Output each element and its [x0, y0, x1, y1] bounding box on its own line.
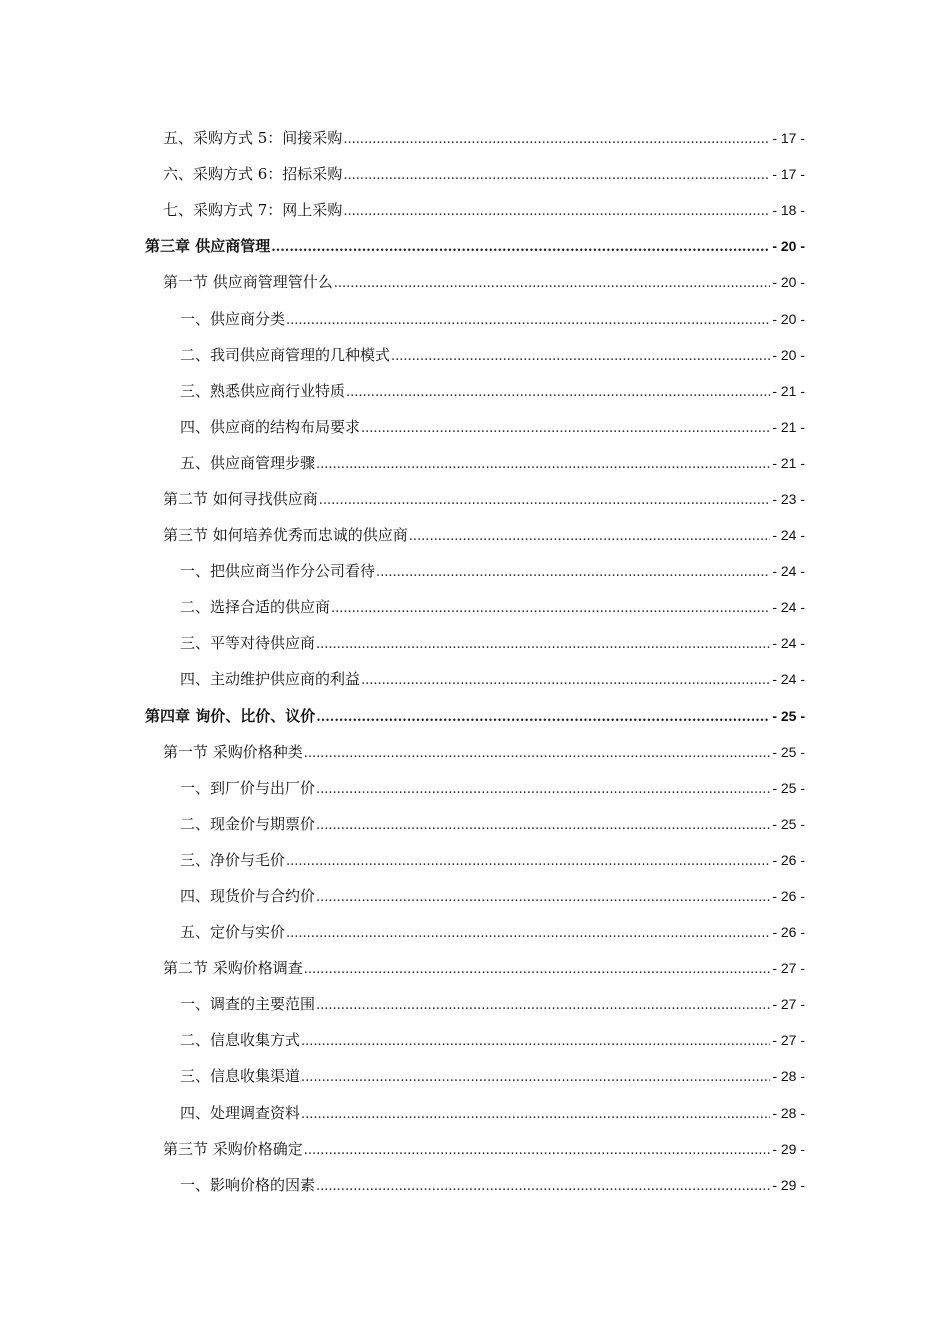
- toc-page-number: - 29 -: [772, 1176, 805, 1193]
- toc-entry-label: 三、平等对待供应商: [180, 634, 316, 653]
- toc-entry-label: 一、把供应商当作分公司看待: [180, 562, 376, 581]
- toc-leader-dots: [301, 1106, 770, 1124]
- toc-entry[interactable]: [180, 986, 805, 1022]
- toc-entry-label: 第四章 询价、比价、议价: [145, 706, 316, 725]
- toc-entry[interactable]: [163, 156, 805, 192]
- toc-page-number: - 24 -: [772, 527, 805, 544]
- toc-leader-dots: [316, 636, 770, 654]
- toc-entry[interactable]: [180, 914, 805, 950]
- toc-entry[interactable]: [180, 1167, 805, 1203]
- toc-leader-dots: [301, 1069, 770, 1087]
- toc-entry-label: 二、信息收集方式: [180, 1031, 301, 1050]
- toc-entry-label: 四、处理调查资料: [180, 1103, 301, 1122]
- toc-entry-label: 三、净价与毛价: [180, 850, 286, 869]
- toc-page-number: - 25 -: [772, 743, 805, 760]
- toc-entry[interactable]: [163, 1131, 805, 1167]
- toc-leader-dots: [286, 853, 770, 871]
- toc-page-number: - 26 -: [772, 888, 805, 905]
- toc-leader-dots: [343, 167, 770, 185]
- toc-leader-dots: [343, 131, 770, 149]
- toc-entry[interactable]: [163, 264, 805, 300]
- toc-entry[interactable]: [180, 409, 805, 445]
- toc-entry-label: 五、定价与实价: [180, 923, 286, 942]
- toc-page-number: - 20 -: [772, 346, 805, 363]
- toc-entry[interactable]: [180, 1058, 805, 1094]
- toc-page-number: - 28 -: [772, 1068, 805, 1085]
- toc-entry-label: 第一节 采购价格种类: [163, 742, 303, 761]
- toc-page-number: - 24 -: [772, 671, 805, 688]
- toc-entry-label: 第三节 如何培养优秀而忠诚的供应商: [163, 526, 408, 545]
- toc-leader-dots: [409, 528, 771, 546]
- toc-entry-label: 五、采购方式 5：间接采购: [163, 129, 343, 148]
- toc-leader-dots: [316, 997, 770, 1015]
- toc-entry[interactable]: [180, 553, 805, 589]
- toc-entry[interactable]: [180, 1022, 805, 1058]
- toc-entry-label: 七、采购方式 7：网上采购: [163, 201, 343, 220]
- toc-page-number: - 26 -: [772, 851, 805, 868]
- toc-entry-label: 一、到厂价与出厂价: [180, 778, 316, 797]
- toc-entry-label: 第二节 采购价格调查: [163, 959, 303, 978]
- toc-entry[interactable]: [163, 517, 805, 553]
- toc-page-number: - 29 -: [772, 1140, 805, 1157]
- toc-leader-dots: [316, 456, 770, 474]
- toc-leader-dots: [316, 889, 770, 907]
- toc-leader-dots: [316, 709, 770, 727]
- toc-page-number: - 25 -: [772, 707, 805, 724]
- toc-leader-dots: [316, 781, 770, 799]
- toc-leader-dots: [391, 348, 770, 366]
- toc-page-number: - 24 -: [772, 599, 805, 616]
- toc-entry[interactable]: [180, 770, 805, 806]
- toc-entry[interactable]: [180, 445, 805, 481]
- toc-page-number: - 27 -: [772, 1032, 805, 1049]
- toc-page-number: - 20 -: [772, 238, 805, 255]
- toc-page-number: - 17 -: [772, 130, 805, 147]
- toc-page-number: - 25 -: [772, 815, 805, 832]
- toc-leader-dots: [319, 492, 771, 510]
- toc-leader-dots: [334, 275, 771, 293]
- toc-leader-dots: [304, 961, 771, 979]
- toc-entry-label: 六、采购方式 6：招标采购: [163, 165, 343, 184]
- toc-page-number: - 21 -: [772, 382, 805, 399]
- toc-page-number: - 25 -: [772, 779, 805, 796]
- toc-page-number: - 24 -: [772, 635, 805, 652]
- toc-page-number: - 20 -: [772, 310, 805, 327]
- toc-chapter-entry[interactable]: [145, 698, 805, 734]
- toc-entry-label: 一、调查的主要范围: [180, 995, 316, 1014]
- toc-entry-label: 第三节 采购价格确定: [163, 1139, 303, 1158]
- toc-entry-label: 二、现金价与期票价: [180, 814, 316, 833]
- toc-leader-dots: [316, 1178, 770, 1196]
- toc-leader-dots: [271, 239, 770, 257]
- toc-entry-label: 一、影响价格的因素: [180, 1175, 316, 1194]
- toc-entry-label: 三、熟悉供应商行业特质: [180, 381, 346, 400]
- toc-entry-label: 四、现货价与合约价: [180, 887, 316, 906]
- toc-page-number: - 27 -: [772, 960, 805, 977]
- toc-entry[interactable]: [163, 734, 805, 770]
- toc-leader-dots: [304, 745, 771, 763]
- toc-chapter-entry[interactable]: [145, 228, 805, 264]
- toc-leader-dots: [331, 600, 770, 618]
- toc-entry[interactable]: [180, 373, 805, 409]
- toc-entry-label: 第三章 供应商管理: [145, 237, 271, 256]
- toc-entry[interactable]: [180, 625, 805, 661]
- toc-entry[interactable]: [180, 1095, 805, 1131]
- toc-entry-label: 一、供应商分类: [180, 309, 286, 328]
- toc-page-number: - 20 -: [772, 274, 805, 291]
- toc-entry[interactable]: [180, 661, 805, 697]
- toc-leader-dots: [316, 817, 770, 835]
- toc-entry-label: 二、我司供应商管理的几种模式: [180, 345, 391, 364]
- toc-entry[interactable]: [163, 481, 805, 517]
- table-of-contents: [0, 120, 950, 1203]
- toc-leader-dots: [304, 1142, 771, 1160]
- toc-entry[interactable]: [163, 120, 805, 156]
- toc-entry-label: 四、主动维护供应商的利益: [180, 670, 361, 689]
- toc-page-number: - 24 -: [772, 563, 805, 580]
- toc-entry[interactable]: [180, 878, 805, 914]
- toc-leader-dots: [376, 564, 770, 582]
- toc-leader-dots: [286, 925, 770, 943]
- toc-leader-dots: [286, 312, 770, 330]
- toc-entry[interactable]: [180, 300, 805, 336]
- toc-leader-dots: [346, 384, 770, 402]
- toc-entry-label: 第一节 供应商管理管什么: [163, 273, 333, 292]
- toc-page-number: - 17 -: [772, 166, 805, 183]
- toc-entry-label: 五、供应商管理步骤: [180, 453, 316, 472]
- toc-entry[interactable]: [163, 192, 805, 228]
- toc-page-number: - 27 -: [772, 996, 805, 1013]
- toc-entry[interactable]: [180, 589, 805, 625]
- toc-entry-label: 四、供应商的结构布局要求: [180, 417, 361, 436]
- toc-entry-label: 第二节 如何寻找供应商: [163, 489, 318, 508]
- toc-leader-dots: [343, 203, 770, 221]
- toc-entry[interactable]: [180, 337, 805, 373]
- toc-page-number: - 21 -: [772, 418, 805, 435]
- toc-entry[interactable]: [180, 842, 805, 878]
- toc-page-number: - 21 -: [772, 454, 805, 471]
- toc-page-number: - 18 -: [772, 202, 805, 219]
- toc-leader-dots: [301, 1033, 770, 1051]
- toc-leader-dots: [361, 420, 770, 438]
- toc-page-number: - 26 -: [772, 924, 805, 941]
- toc-entry-label: 二、选择合适的供应商: [180, 598, 331, 617]
- toc-leader-dots: [361, 672, 770, 690]
- toc-entry[interactable]: [163, 950, 805, 986]
- toc-page-number: - 23 -: [772, 490, 805, 507]
- toc-entry-label: 三、信息收集渠道: [180, 1067, 301, 1086]
- toc-page-number: - 28 -: [772, 1104, 805, 1121]
- toc-entry[interactable]: [180, 806, 805, 842]
